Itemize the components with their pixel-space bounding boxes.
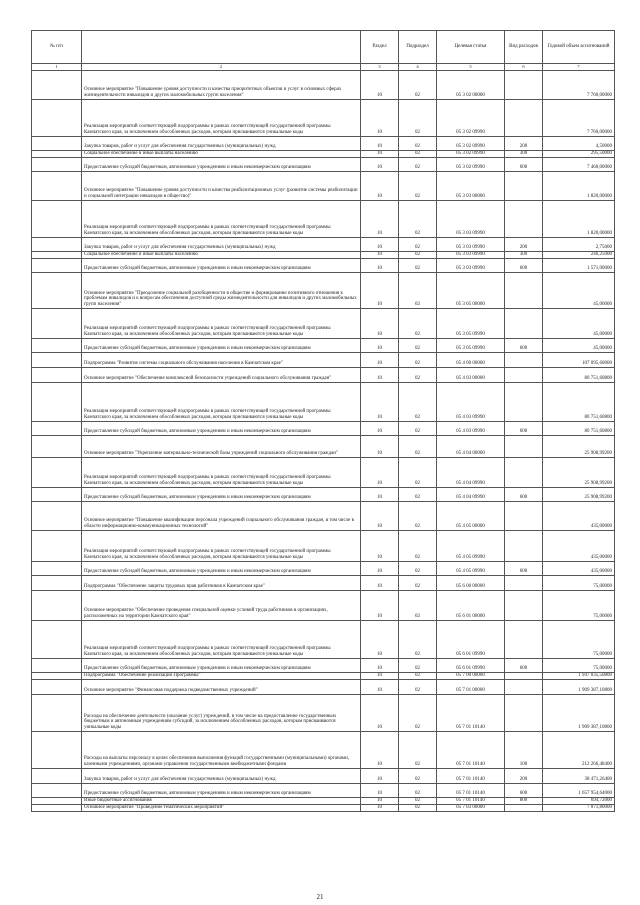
csr-cell: 05 3 02 09990	[437, 158, 505, 172]
index-cell	[32, 458, 82, 488]
csr-cell: 05 4 04 09990	[437, 488, 505, 502]
table-row	[32, 339, 615, 353]
csr-cell: 05 3 05 09990	[437, 309, 505, 339]
table-row	[32, 621, 615, 659]
csr-cell: 05 4 00 00000	[437, 353, 505, 368]
table-body	[32, 71, 615, 812]
index-cell	[32, 259, 82, 273]
podrazdel-cell: 02	[399, 201, 437, 238]
csr-cell: 05 4 03 09990	[437, 422, 505, 436]
table-row	[32, 137, 615, 151]
header-sum: Годовой объем ассигнований	[543, 31, 615, 64]
razdel-cell: 10	[361, 798, 399, 805]
name-cell: Реализация мероприятий соответствующей подпрограммы в рамках соответствующей государственной программы Камчатского края, за исключением обособленных расходов, которым присваиваются уникальные коды	[82, 458, 361, 488]
podrazdel-cell: 02	[399, 339, 437, 353]
podrazdel-cell: 02	[399, 659, 437, 673]
vr-cell: 100	[505, 732, 543, 769]
name-cell: Предоставление субсидий бюджетным, автономным учреждениям и иным некоммерческим организациям	[82, 562, 361, 576]
name-cell: Основное мероприятие "Повышение уровня доступности и качества приоритетных объектов и услуг в основных сферах жизнедеятельности инвалидов и других маломобильных групп населения"	[82, 71, 361, 100]
csr-cell: 05 6 01 00000	[437, 591, 505, 621]
sum-cell: 694,72000	[543, 798, 615, 805]
podrazdel-cell: 02	[399, 137, 437, 151]
index-cell	[32, 673, 82, 680]
sum-cell: 435,00000	[543, 531, 615, 562]
name-cell: Реализация мероприятий соответствующей подпрограммы в рамках соответствующей государственной программы Камчатского края, за исключением обособленных расходов, которым присваиваются уникальные коды	[82, 531, 361, 562]
table-row	[32, 383, 615, 422]
name-cell: Иные бюджетные ассигнования	[82, 798, 361, 805]
podrazdel-cell: 02	[399, 238, 437, 252]
header-name	[82, 31, 361, 64]
sum-cell: 75,00000	[543, 576, 615, 591]
name-cell: Закупка товаров, работ и услуг для обеспечения государственных (муниципальных) нужд	[82, 137, 361, 151]
name-cell: Закупка товаров, работ и услуг для обеспечения государственных (муниципальных) нужд	[82, 238, 361, 252]
razdel-cell: 10	[361, 383, 399, 422]
name-cell: Предоставление субсидий бюджетным, автономным учреждениям и иным некоммерческим организациям	[82, 422, 361, 436]
podrazdel-cell: 02	[399, 502, 437, 531]
csr-cell: 05 7 01 10140	[437, 784, 505, 798]
csr-cell: 05 3 05 00000	[437, 273, 505, 309]
index-cell	[32, 309, 82, 339]
podrazdel-cell: 02	[399, 798, 437, 805]
vr-cell: 300	[505, 252, 543, 259]
name-cell: Основное мероприятие "Укрепление материально-технической базы учреждений социального обслуживания граждан"	[82, 436, 361, 458]
header-podrazdel: Подраздел	[399, 31, 437, 64]
page-number: 21	[316, 893, 324, 901]
csr-cell: 05 4 03 00000	[437, 368, 505, 383]
table-row	[32, 576, 615, 591]
csr-cell: 05 3 03 09990	[437, 259, 505, 273]
header-row	[32, 31, 615, 64]
sum-cell: 1 657 954,64000	[543, 784, 615, 798]
csr-cell: 05 3 03 09990	[437, 252, 505, 259]
index-cell	[32, 695, 82, 732]
razdel-cell: 10	[361, 252, 399, 259]
table-row	[32, 680, 615, 695]
name-cell: Основное мероприятие "Преодоление социальной разобщенности в обществе и формирование позитивного отношения к проблемам инвалидов и к вопросам обеспечения доступной среды жизнедеятельности для инвалидов и других маломобильных групп населения"	[82, 273, 361, 309]
podrazdel-cell: 02	[399, 273, 437, 309]
csr-cell: 05 4 04 00000	[437, 436, 505, 458]
podrazdel-cell: 02	[399, 805, 437, 812]
csr-cell: 05 6 01 09990	[437, 621, 505, 659]
index-cell	[32, 71, 82, 100]
table-row	[32, 309, 615, 339]
vr-cell: 600	[505, 158, 543, 172]
podrazdel-cell: 02	[399, 576, 437, 591]
csr-cell: 05 3 02 09990	[437, 151, 505, 158]
vr-cell	[505, 805, 543, 812]
name-cell: Социальное обеспечение и иные выплаты населению	[82, 151, 361, 158]
table-row	[32, 531, 615, 562]
sum-cell: 7 460,00000	[543, 158, 615, 172]
csr-cell: 05 6 00 00000	[437, 576, 505, 591]
podrazdel-cell: 02	[399, 591, 437, 621]
sum-cell: 25 908,99200	[543, 436, 615, 458]
table-row	[32, 252, 615, 259]
razdel-cell: 10	[361, 172, 399, 201]
podrazdel-cell: 02	[399, 383, 437, 422]
razdel-cell: 10	[361, 784, 399, 798]
index-cell	[32, 732, 82, 769]
sum-cell: 80 751,60800	[543, 368, 615, 383]
csr-cell: 05 7 03 00000	[437, 805, 505, 812]
sum-cell: 38 471,26400	[543, 769, 615, 784]
index-cell	[32, 339, 82, 353]
name-cell: Подпрограмма "Развитие системы социального обслуживания населения в Камчатском крае"	[82, 353, 361, 368]
name-cell: Закупка товаров, работ и услуг для обеспечения государственных (муниципальных) нужд	[82, 769, 361, 784]
vr-cell	[505, 100, 543, 137]
index-cell	[32, 252, 82, 259]
index-cell	[32, 238, 82, 252]
sum-cell: 1 909 387,10800	[543, 695, 615, 732]
vr-cell	[505, 368, 543, 383]
podrazdel-cell: 02	[399, 488, 437, 502]
index-cell	[32, 562, 82, 576]
razdel-cell: 10	[361, 621, 399, 659]
index-cell	[32, 576, 82, 591]
csr-cell: 05 3 03 00000	[437, 172, 505, 201]
vr-cell	[505, 172, 543, 201]
name-cell: Реализация мероприятий соответствующей подпрограммы в рамках соответствующей государственной программы Камчатского края, за исключением обособленных расходов, которым присваиваются уникальные коды	[82, 383, 361, 422]
csr-cell: 05 4 05 00000	[437, 502, 505, 531]
table-row	[32, 273, 615, 309]
name-cell: Основное мероприятие "Проведение тематических мероприятий"	[82, 805, 361, 812]
vr-cell: 200	[505, 238, 543, 252]
table-row	[32, 71, 615, 100]
index-cell	[32, 502, 82, 531]
table-row	[32, 100, 615, 137]
razdel-cell: 10	[361, 259, 399, 273]
index-cell	[32, 201, 82, 238]
podrazdel-cell: 02	[399, 158, 437, 172]
csr-cell: 05 3 02 09990	[437, 100, 505, 137]
podrazdel-cell: 02	[399, 562, 437, 576]
name-cell: Реализация мероприятий соответствующей подпрограммы в рамках соответствующей государственной программы Камчатского края, за исключением обособленных расходов, которым присваиваются уникальные коды	[82, 100, 361, 137]
budget-table	[31, 30, 615, 812]
podrazdel-cell: 02	[399, 458, 437, 488]
razdel-cell: 10	[361, 659, 399, 673]
podrazdel-cell: 02	[399, 769, 437, 784]
index-cell	[32, 659, 82, 673]
sum-cell: 75,00000	[543, 591, 615, 621]
razdel-cell: 10	[361, 309, 399, 339]
table-row	[32, 201, 615, 238]
table-row	[32, 562, 615, 576]
podrazdel-cell: 02	[399, 353, 437, 368]
razdel-cell: 10	[361, 458, 399, 488]
name-cell: Основное мероприятие "Повышение уровня доступности и качества реабилитационных услуг (развитие системы реабилитации и социальной интеграции инвалидов в общество)"	[82, 172, 361, 201]
name-cell: Основное мероприятие "Обеспечение комплексной безопасности учреждений социального обслуживания граждан"	[82, 368, 361, 383]
sum-cell: 1 909 387,10800	[543, 680, 615, 695]
table-row	[32, 151, 615, 158]
table-row	[32, 784, 615, 798]
sum-cell: 45,00000	[543, 309, 615, 339]
index-cell	[32, 784, 82, 798]
index-cell	[32, 368, 82, 383]
index-cell	[32, 591, 82, 621]
sum-cell: 7 760,00000	[543, 100, 615, 137]
podrazdel-cell: 02	[399, 172, 437, 201]
podrazdel-cell: 02	[399, 259, 437, 273]
podrazdel-cell: 02	[399, 695, 437, 732]
name-cell: Предоставление субсидий бюджетным, автономным учреждениям и иным некоммерческим организациям	[82, 659, 361, 673]
index-cell	[32, 680, 82, 695]
name-cell: Основное мероприятие "Обеспечение проведения специальной оценки условий труда работников в организациях, расположенных на территории Камчатского края"	[82, 591, 361, 621]
podrazdel-cell: 02	[399, 100, 437, 137]
column-number: 6	[505, 64, 543, 71]
name-cell: Основное мероприятие "Повышение квалификации персонала учреждений социального обслуживания граждан, в том числе в области информационно-коммуникационных технологий"	[82, 502, 361, 531]
name-cell: Предоставление субсидий бюджетным, автономным учреждениям и иным некоммерческим организациям	[82, 784, 361, 798]
sum-cell: 4,50000	[543, 137, 615, 151]
column-number: 3	[361, 64, 399, 71]
table-row	[32, 732, 615, 769]
sum-cell: 107 095,60000	[543, 353, 615, 368]
sum-cell: 1 820,00000	[543, 201, 615, 238]
razdel-cell: 10	[361, 71, 399, 100]
index-cell	[32, 531, 82, 562]
razdel-cell: 10	[361, 502, 399, 531]
vr-cell	[505, 458, 543, 488]
header-vr: Вид расходов	[505, 31, 543, 64]
column-number-row	[32, 64, 615, 71]
table-row	[32, 158, 615, 172]
vr-cell	[505, 673, 543, 680]
table-row	[32, 798, 615, 805]
csr-cell: 05 7 01 10140	[437, 769, 505, 784]
csr-cell: 05 7 01 10140	[437, 732, 505, 769]
razdel-cell: 10	[361, 562, 399, 576]
vr-cell	[505, 591, 543, 621]
razdel-cell: 10	[361, 436, 399, 458]
vr-cell	[505, 695, 543, 732]
name-cell: Расходы на обеспечение деятельности (оказание услуг) учреждений, в том числе на предоставление государственным бюджетным и автономным учреждениям субсидий, за исключением обособленных расходов, которым присваиваются уникальные коды	[82, 695, 361, 732]
table-row	[32, 259, 615, 273]
table-row	[32, 695, 615, 732]
name-cell: Социальное обеспечение и иные выплаты населению	[82, 252, 361, 259]
vr-cell	[505, 71, 543, 100]
vr-cell	[505, 680, 543, 695]
sum-cell: 80 751,60800	[543, 383, 615, 422]
razdel-cell: 10	[361, 695, 399, 732]
name-cell: Подпрограмма "Обеспечение реализации Программы"	[82, 673, 361, 680]
name-cell: Предоставление субсидий бюджетным, автономным учреждениям и иным некоммерческим организациям	[82, 259, 361, 273]
name-cell: Расходы на выплаты персоналу в целях обеспечения выполнения функций государственными (муниципальными) органами, казенными учреждениями, органами управления государственными внебюджетными фондами	[82, 732, 361, 769]
vr-cell: 600	[505, 784, 543, 798]
razdel-cell: 10	[361, 732, 399, 769]
table-row	[32, 436, 615, 458]
csr-cell: 05 3 03 09990	[437, 201, 505, 238]
index-cell	[32, 273, 82, 309]
index-cell	[32, 488, 82, 502]
column-number: 4	[399, 64, 437, 71]
razdel-cell: 10	[361, 137, 399, 151]
vr-cell	[505, 436, 543, 458]
csr-cell: 05 7 01 10140	[437, 695, 505, 732]
table-row	[32, 172, 615, 201]
razdel-cell: 10	[361, 339, 399, 353]
header-razdel: Раздел	[361, 31, 399, 64]
vr-cell	[505, 201, 543, 238]
csr-cell: 05 3 02 00000	[437, 71, 505, 100]
table-row	[32, 591, 615, 621]
csr-cell: 05 3 02 09990	[437, 137, 505, 151]
razdel-cell: 10	[361, 273, 399, 309]
name-cell: Предоставление субсидий бюджетным, автономным учреждениям и иным некоммерческим организациям	[82, 488, 361, 502]
index-cell	[32, 805, 82, 812]
csr-cell: 05 4 04 09990	[437, 458, 505, 488]
razdel-cell: 10	[361, 531, 399, 562]
podrazdel-cell: 02	[399, 732, 437, 769]
razdel-cell: 10	[361, 673, 399, 680]
razdel-cell: 10	[361, 680, 399, 695]
sum-cell: 75,00000	[543, 659, 615, 673]
podrazdel-cell: 02	[399, 531, 437, 562]
sum-cell: 435,00000	[543, 562, 615, 576]
vr-cell	[505, 273, 543, 309]
index-cell	[32, 151, 82, 158]
name-cell: Реализация мероприятий соответствующей подпрограммы в рамках соответствующей государственной программы Камчатского края, за исключением обособленных расходов, которым присваиваются уникальные коды	[82, 309, 361, 339]
name-cell: Реализация мероприятий соответствующей подпрограммы в рамках соответствующей государственной программы Камчатского края, за исключением обособленных расходов, которым присваиваются уникальные коды	[82, 621, 361, 659]
podrazdel-cell: 02	[399, 309, 437, 339]
csr-cell: 05 7 01 10140	[437, 798, 505, 805]
table-row	[32, 673, 615, 680]
csr-cell: 05 6 01 09990	[437, 659, 505, 673]
razdel-cell: 10	[361, 591, 399, 621]
index-cell	[32, 422, 82, 436]
table-row	[32, 353, 615, 368]
header-csr: Целевая статья	[437, 31, 505, 64]
sum-cell: 7 760,00000	[543, 71, 615, 100]
vr-cell	[505, 502, 543, 531]
name-cell: Предоставление субсидий бюджетным, автономным учреждениям и иным некоммерческим организациям	[82, 158, 361, 172]
table-row	[32, 769, 615, 784]
sum-cell: 295,50000	[543, 151, 615, 158]
vr-cell: 600	[505, 488, 543, 502]
sum-cell: 1 571,00000	[543, 259, 615, 273]
razdel-cell: 10	[361, 158, 399, 172]
razdel-cell: 10	[361, 238, 399, 252]
vr-cell	[505, 531, 543, 562]
table-row	[32, 502, 615, 531]
index-cell	[32, 436, 82, 458]
sum-cell: 1 947 035,50800	[543, 673, 615, 680]
vr-cell: 600	[505, 259, 543, 273]
vr-cell: 800	[505, 798, 543, 805]
name-cell: Основное мероприятие "Финансовая поддержка подведомственных учреждений"	[82, 680, 361, 695]
csr-cell: 05 4 05 09990	[437, 531, 505, 562]
podrazdel-cell: 02	[399, 436, 437, 458]
razdel-cell: 10	[361, 151, 399, 158]
vr-cell: 600	[505, 422, 543, 436]
razdel-cell: 10	[361, 805, 399, 812]
vr-cell: 600	[505, 659, 543, 673]
sum-cell: 80 751,60800	[543, 422, 615, 436]
csr-cell: 05 3 03 09990	[437, 238, 505, 252]
razdel-cell: 10	[361, 769, 399, 784]
vr-cell: 200	[505, 137, 543, 151]
vr-cell	[505, 383, 543, 422]
column-number: 1	[32, 64, 82, 71]
podrazdel-cell: 02	[399, 252, 437, 259]
index-cell	[32, 172, 82, 201]
index-cell	[32, 621, 82, 659]
header-index: № п/п	[32, 31, 82, 64]
podrazdel-cell: 02	[399, 621, 437, 659]
razdel-cell: 10	[361, 201, 399, 238]
sum-cell: 212 266,48400	[543, 732, 615, 769]
razdel-cell: 10	[361, 100, 399, 137]
vr-cell	[505, 621, 543, 659]
sum-cell: 246,25000	[543, 252, 615, 259]
index-cell	[32, 100, 82, 137]
vr-cell: 200	[505, 769, 543, 784]
table-row	[32, 458, 615, 488]
index-cell	[32, 769, 82, 784]
index-cell	[32, 158, 82, 172]
sum-cell: 25 908,99200	[543, 458, 615, 488]
podrazdel-cell: 02	[399, 368, 437, 383]
vr-cell	[505, 309, 543, 339]
table-row	[32, 422, 615, 436]
index-cell	[32, 798, 82, 805]
vr-cell: 600	[505, 562, 543, 576]
razdel-cell: 10	[361, 488, 399, 502]
csr-cell: 05 4 05 09990	[437, 562, 505, 576]
column-number: 2	[82, 64, 361, 71]
table-row	[32, 238, 615, 252]
podrazdel-cell: 02	[399, 673, 437, 680]
table-row	[32, 659, 615, 673]
sum-cell: 25 908,99200	[543, 488, 615, 502]
sum-cell: 7 071,80000	[543, 805, 615, 812]
podrazdel-cell: 02	[399, 784, 437, 798]
column-number: 7	[543, 64, 615, 71]
sum-cell: 75,00000	[543, 621, 615, 659]
vr-cell: 600	[505, 339, 543, 353]
name-cell: Подпрограмма "Обеспечение защиты трудовых прав работников в Камчатском крае"	[82, 576, 361, 591]
name-cell: Предоставление субсидий бюджетным, автономным учреждениям и иным некоммерческим организациям	[82, 339, 361, 353]
sum-cell: 45,00000	[543, 273, 615, 309]
table-row	[32, 488, 615, 502]
index-cell	[32, 137, 82, 151]
vr-cell	[505, 576, 543, 591]
podrazdel-cell: 02	[399, 680, 437, 695]
index-cell	[32, 353, 82, 368]
sum-cell: 45,00000	[543, 339, 615, 353]
vr-cell: 300	[505, 151, 543, 158]
razdel-cell: 10	[361, 353, 399, 368]
table-row	[32, 805, 615, 812]
podrazdel-cell: 02	[399, 71, 437, 100]
sum-cell: 1 820,00000	[543, 172, 615, 201]
column-number: 5	[437, 64, 505, 71]
podrazdel-cell: 02	[399, 422, 437, 436]
razdel-cell: 10	[361, 576, 399, 591]
csr-cell: 05 7 01 00000	[437, 680, 505, 695]
podrazdel-cell: 02	[399, 151, 437, 158]
razdel-cell: 10	[361, 422, 399, 436]
index-cell	[32, 383, 82, 422]
table-row	[32, 368, 615, 383]
sum-cell: 2,75000	[543, 238, 615, 252]
csr-cell: 05 7 00 00000	[437, 673, 505, 680]
name-cell: Реализация мероприятий соответствующей подпрограммы в рамках соответствующей государственной программы Камчатского края, за исключением обособленных расходов, которым присваиваются уникальные коды	[82, 201, 361, 238]
vr-cell	[505, 353, 543, 368]
razdel-cell: 10	[361, 368, 399, 383]
csr-cell: 05 3 05 09990	[437, 339, 505, 353]
sum-cell: 435,00000	[543, 502, 615, 531]
csr-cell: 05 4 03 09990	[437, 383, 505, 422]
